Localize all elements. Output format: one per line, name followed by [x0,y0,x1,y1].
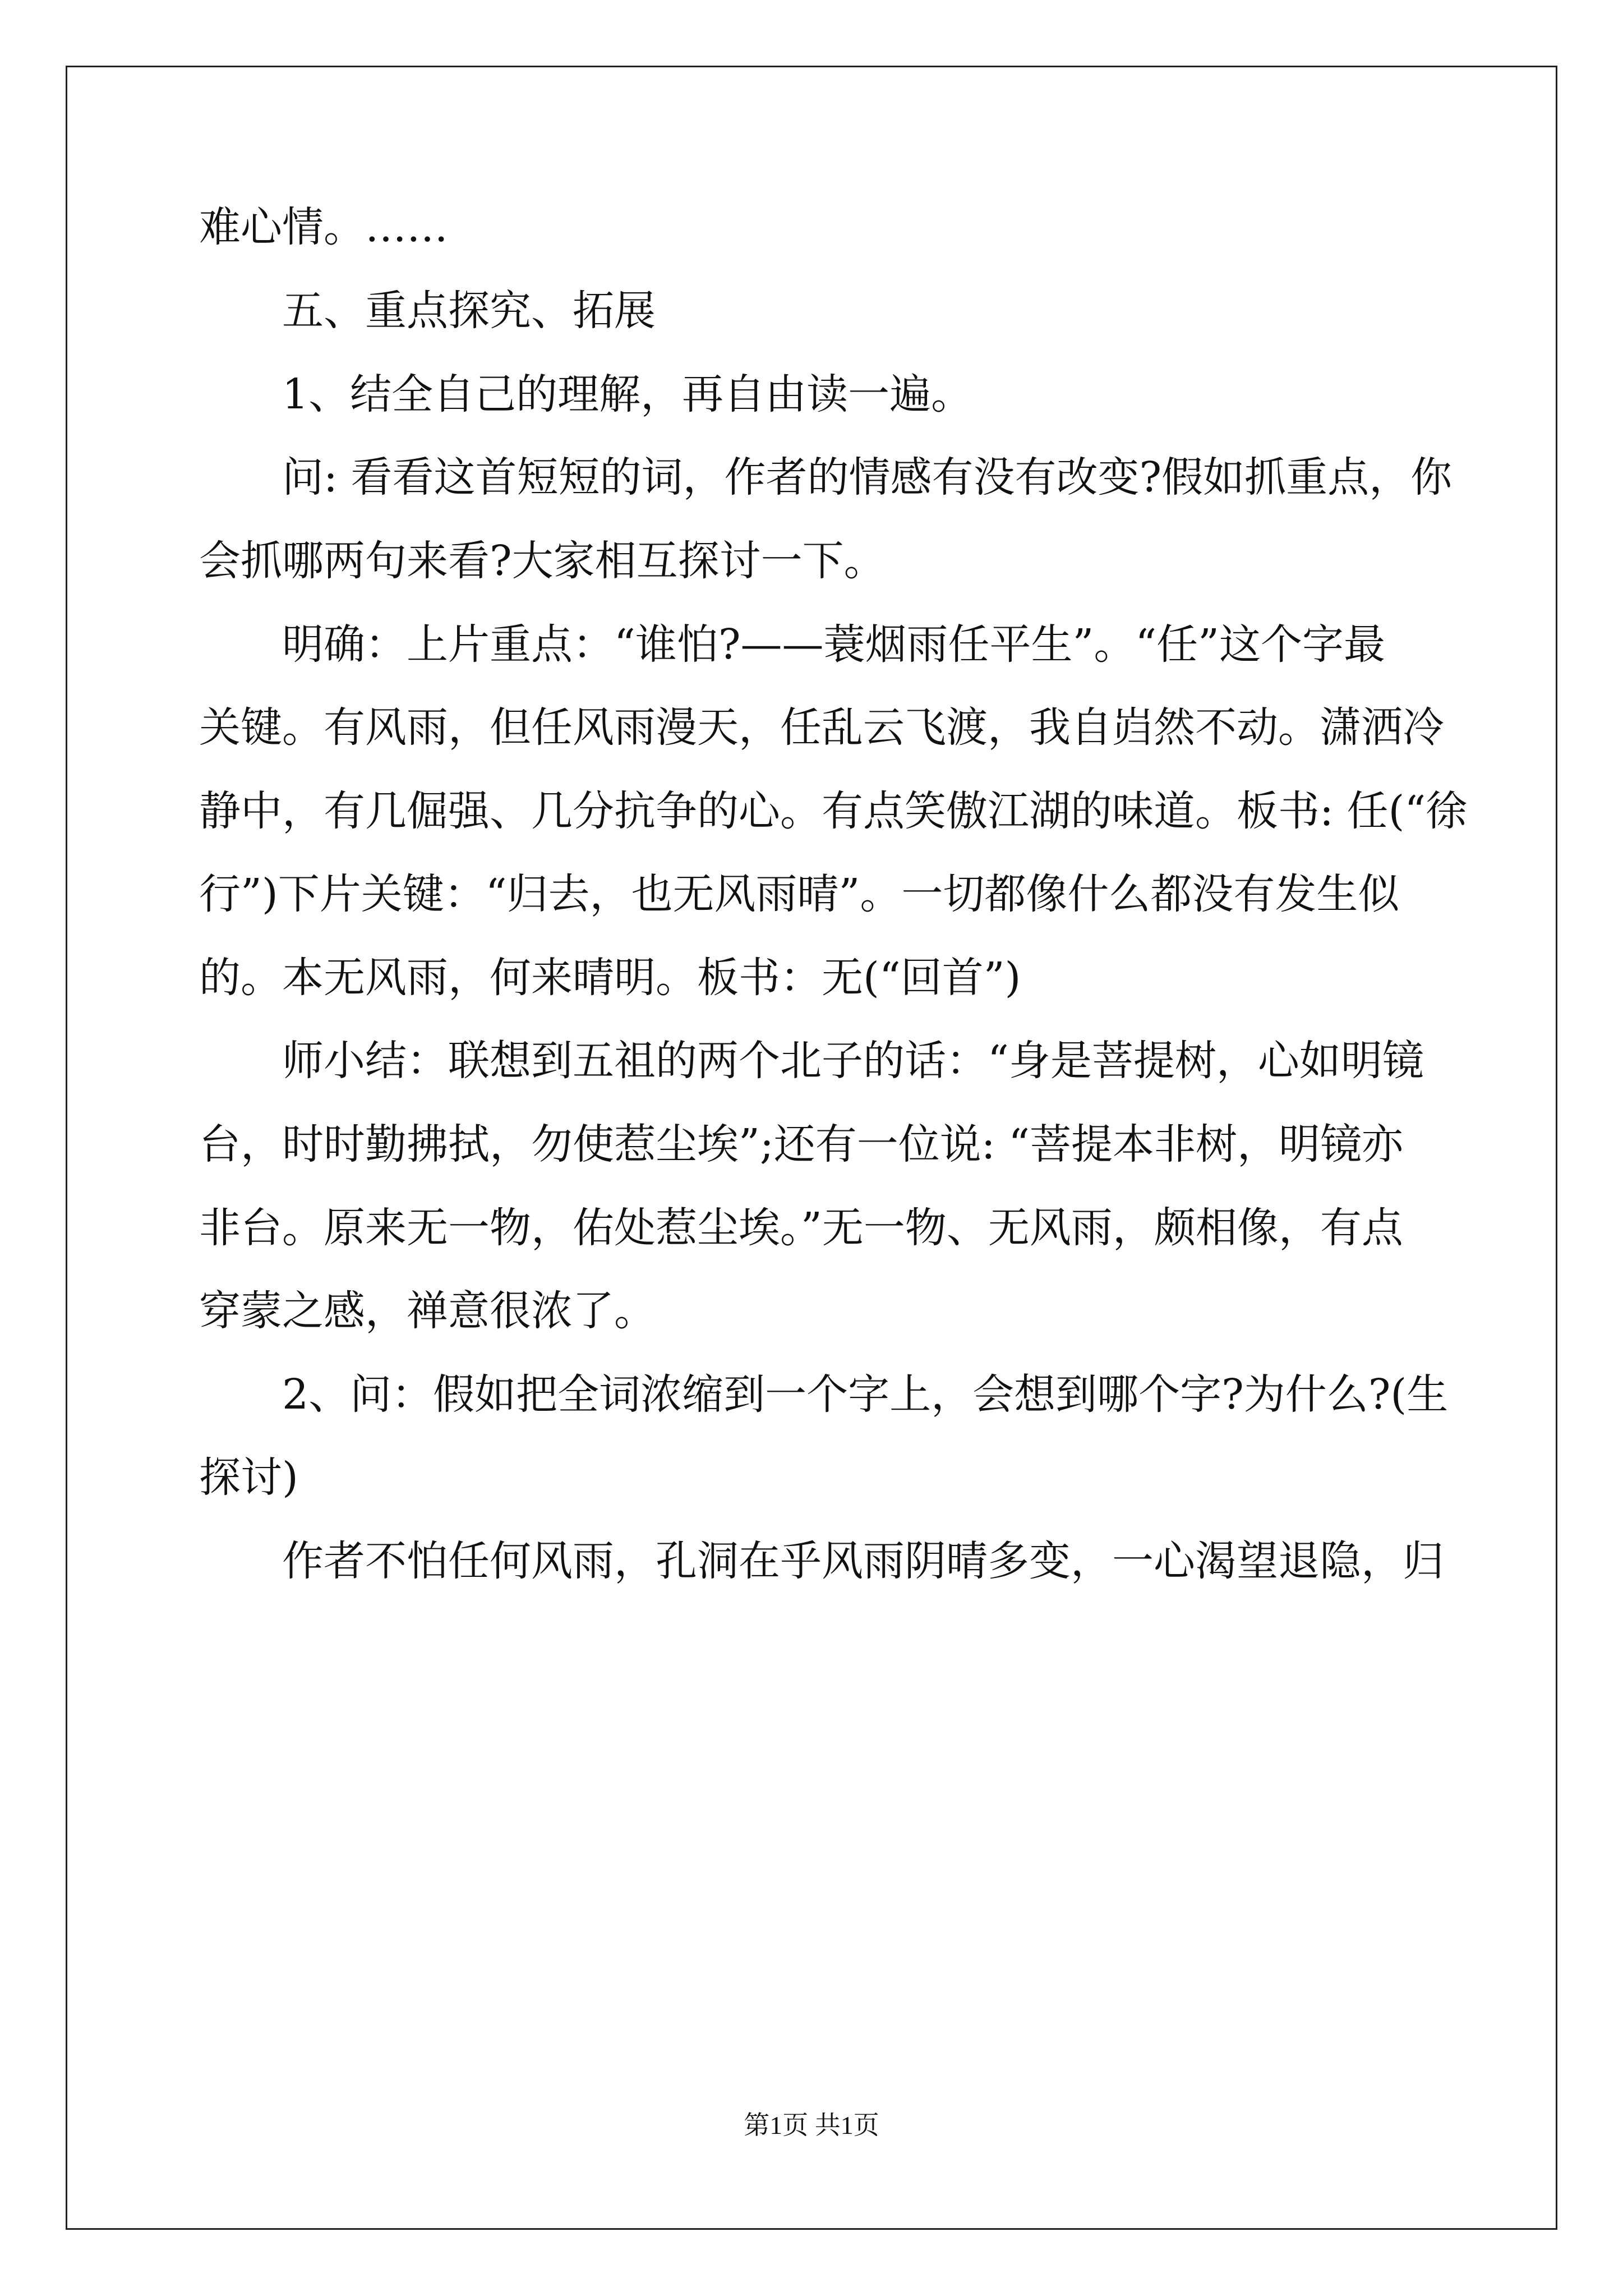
text-line: 行”)下片关键：“归去，也无风雨晴”。一切都像什么都没有发生似 [199,870,1400,918]
text-line: 会抓哪两句来看?大家相互探讨一下。 [199,537,886,585]
text-line: 穿蒙之感，禅意很浓了。 [199,1287,656,1335]
text-line: 探讨) [199,1453,298,1502]
text-line: 1、结全自己的理解，再自由读一遍。 [282,370,973,418]
section-heading: 五、重点探究、拓展 [282,287,656,335]
text-line: 台，时时勤拂拭，勿使惹尘埃”;还有一位说: “菩提本非树，明镜亦 [199,1120,1404,1168]
page-footer: 第1页 共1页 [744,2111,879,2139]
text-line: 静中，有几倔强、几分抗争的心。有点笑傲江湖的味道。板书: 任(“徐 [199,787,1468,835]
text-line: 的。本无风雨，何来晴明。板书：无(“回首”) [199,954,1021,1002]
text-line: 关键。有风雨，但任风雨漫天，任乱云飞渡，我自岿然不动。潇洒冷 [199,703,1444,752]
text-line: 问: 看看这首短短的词，作者的情感有没有改变?假如抓重点，你 [282,453,1453,501]
text-line: 明确：上片重点：“谁怕?——蓑烟雨任平生”。“任”这个字最 [282,620,1385,669]
text-line: 师小结：联想到五祖的两个北子的话：“身是菩提树，心如明镜 [282,1037,1424,1085]
text-line: 2、问：假如把全词浓缩到一个字上，会想到哪个字?为什么?(生 [282,1370,1449,1419]
text-line: 难心情。…… [199,203,448,251]
text-line: 非台。原来无一物，佑处惹尘埃。”无一物、无风雨，颇相像，有点 [199,1204,1403,1252]
text-line: 作者不怕任何风雨，孔洞在乎风雨阴晴多变，一心渴望退隐，归 [282,1537,1444,1585]
